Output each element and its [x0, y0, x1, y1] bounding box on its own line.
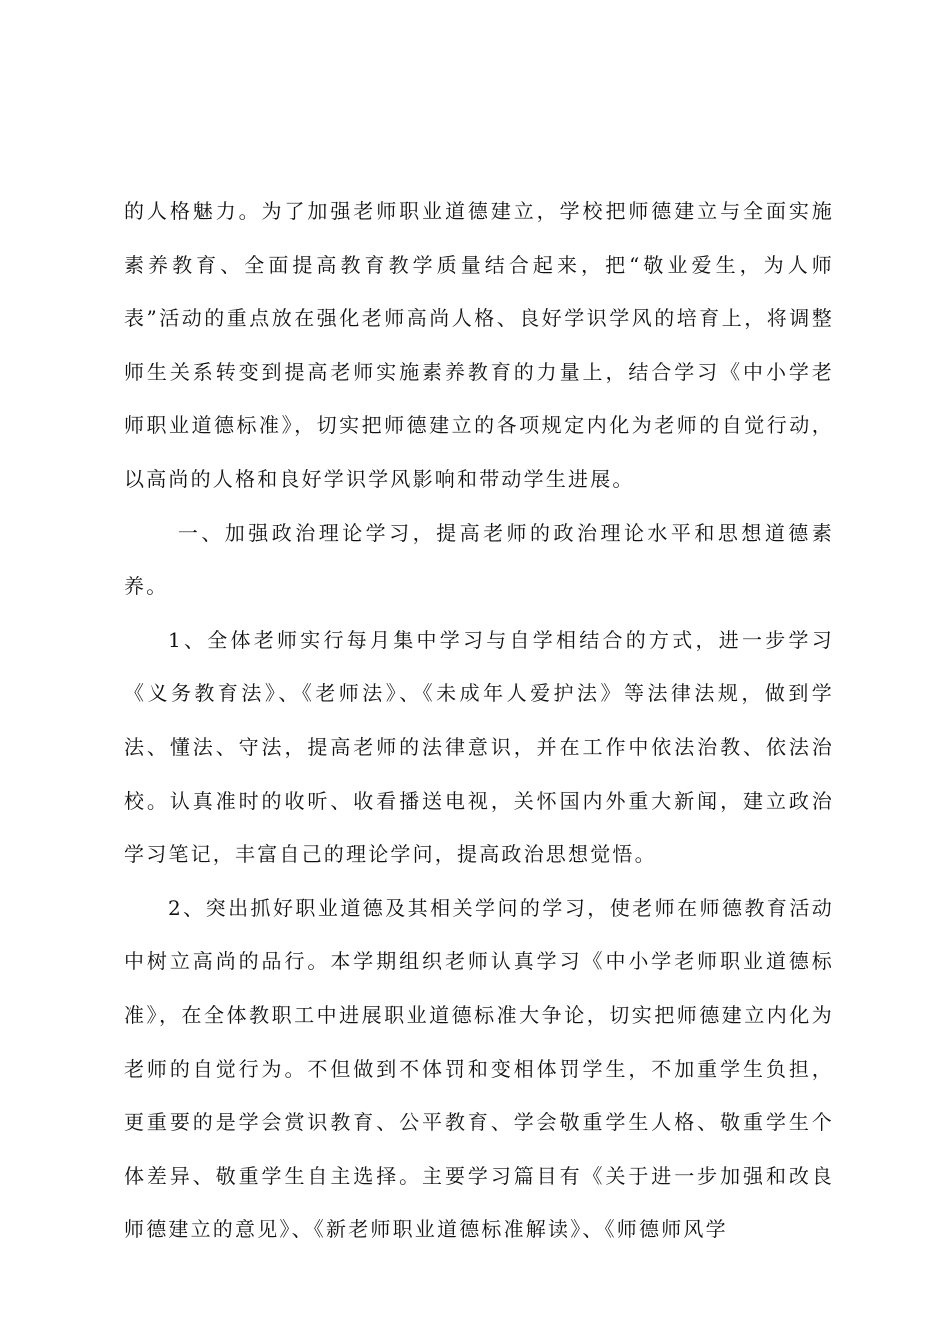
paragraph-continuation: 的人格魅力。为了加强老师职业道德建立，学校把师德建立与全面实施素养教育、全面提高教育教学质量结合起来，把“敬业爱生，为人师表”活动的重点放在强化老师高尚人格、良好学识学风的培育上，将调整师生关系转变到提高老师实施素养教育的力量上，结合学习《中小学老师职业道德标准》，切实把师德建立的各项规定内化为老师的自觉行动，以高尚的人格和良好学识学风影响和带动学生进展。 — [124, 199, 834, 491]
document-body — [124, 185, 834, 1257]
paragraph-item-2: 2、突出抓好职业道德及其相关学问的学习，使老师在师德教育活动中树立高尚的品行。本学期组织老师认真学习《中小学老师职业道德标准》，在全体教职工中进展职业道德标准大争论，切实把师德建立内化为老师的自觉行为。不但做到不体罚和变相体罚学生，不加重学生负担，更重要的是学会赏识教育、公平教育、学会敬重学生人格、敬重学生个体差异、敬重学生自主选择。主要学习篇目有《关于进一步加强和改良师德建立的意见》、《新老师职业道德标准解读》、《师德师风学 — [124, 895, 834, 1242]
section-heading-1: 一、加强政治理论学习，提高老师的政治理论水平和思想道德素养。 — [124, 520, 834, 599]
paragraph-item-1: 1、全体老师实行每月集中学习与自学相结合的方式，进一步学习《义务教育法》、《老师法》、《未成年人爱护法》等法律法规，做到学法、懂法、守法，提高老师的法律意识，并在工作中依法治教、依法治校。认真准时的收听、收看播送电视，关怀国内外重大新闻，建立政治学习笔记，丰富自己的理论学问，提高政治思想觉悟。 — [124, 627, 834, 867]
